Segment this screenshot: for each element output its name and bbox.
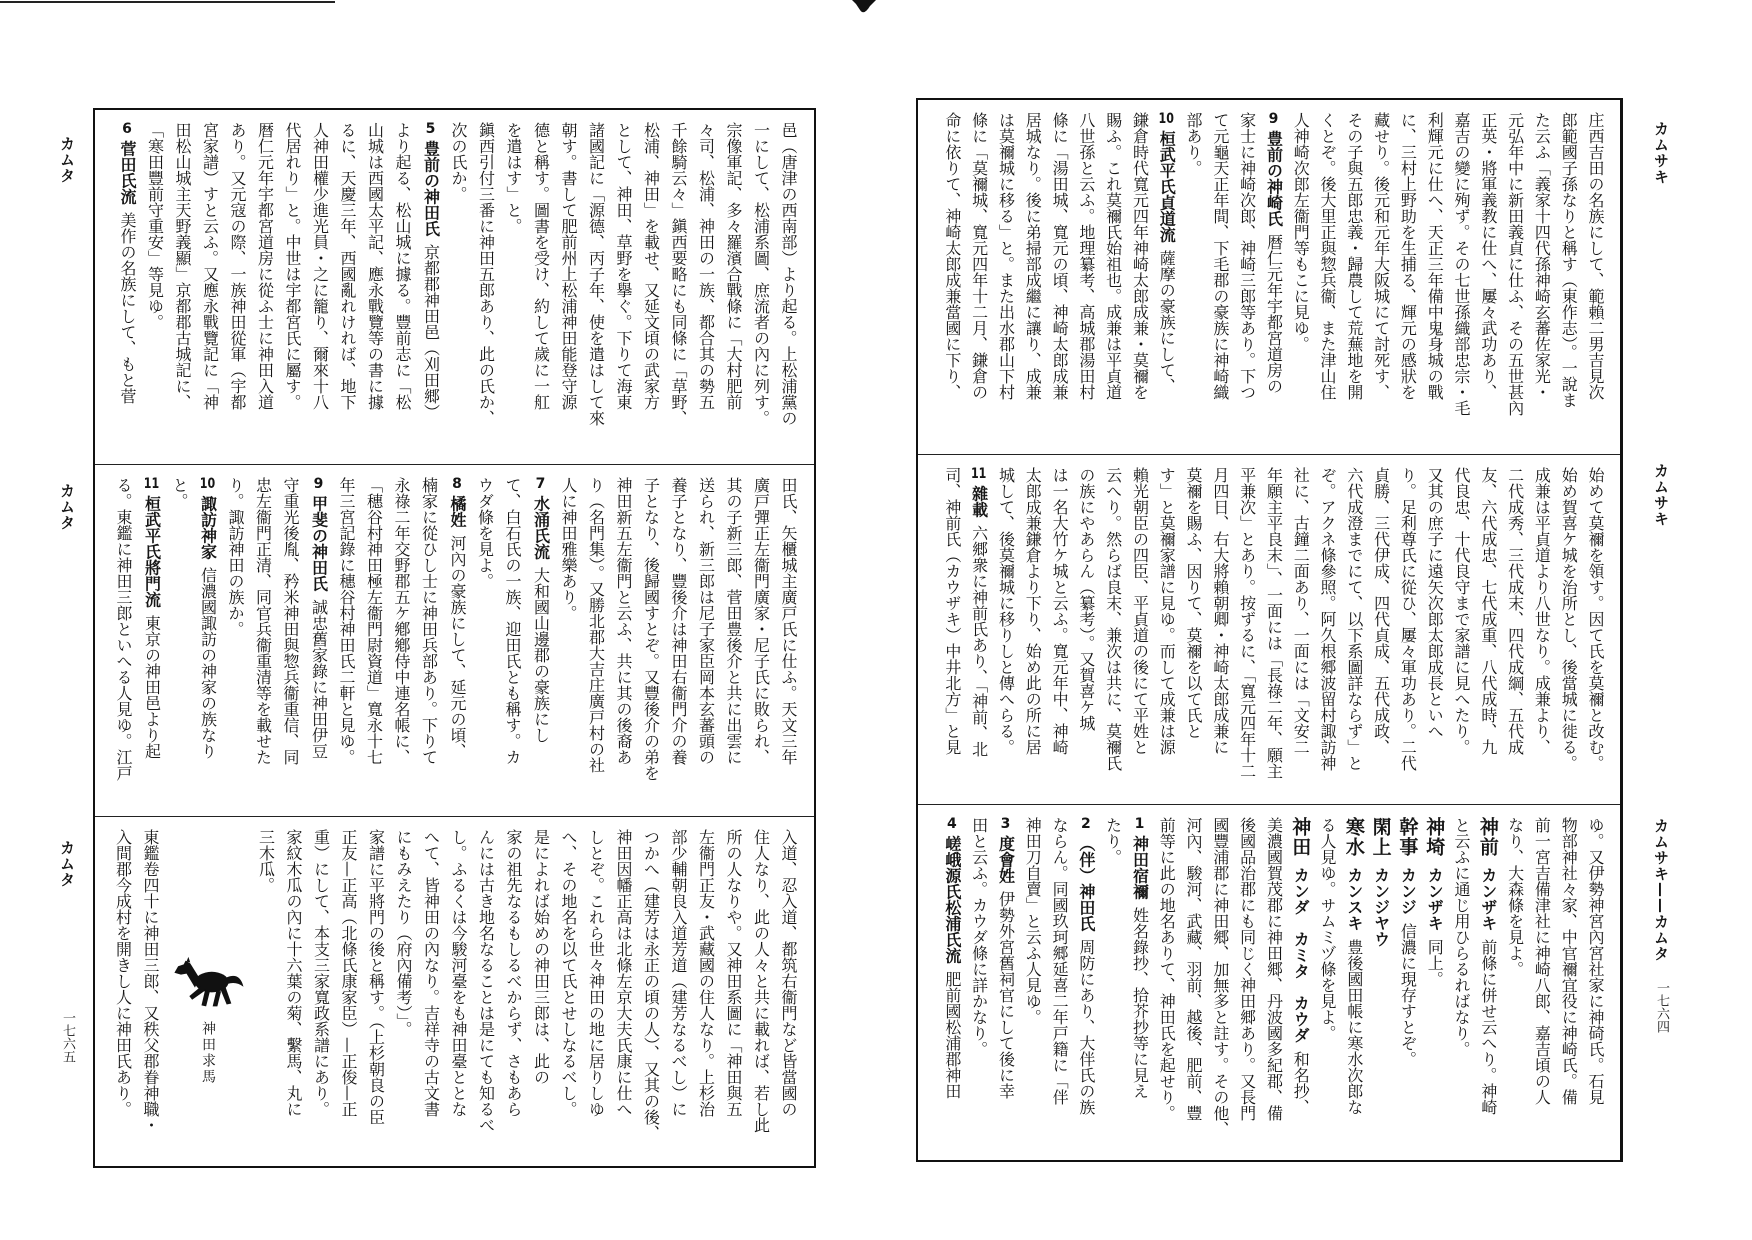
running-head: カムサキ [1652, 121, 1670, 185]
text-column: 入道、忍入道、都筑右衞門など皆當國の [779, 829, 798, 1117]
text-column: 平兼次」とあり。按ずるに、「寬元四年十二 [1237, 467, 1257, 779]
text-column [965, 467, 992, 798]
text-column: 所の人なりや。又神田系圖に「神田與五 [724, 829, 743, 1117]
right-page-frame [916, 98, 1623, 1162]
text-column: 左衞門正友・武藏國の住人なり。上杉治 [696, 829, 716, 1117]
text-column [443, 477, 472, 810]
text-column: 是によれば始めの神田三郎は、此の [531, 829, 551, 1085]
text-column: 美濃國賀茂郡に神田郷、丹波國多紀郡、備 [1264, 817, 1284, 1121]
left-page-frame [93, 108, 816, 1168]
text-column [304, 477, 333, 810]
text-column: 重）にして、本支三家寬政系譜にあり。 [311, 829, 331, 1117]
text-column: 住人なり、此の人々と共に載れば、若し此 [751, 829, 771, 1133]
text-column [1340, 817, 1367, 1154]
text-column: 賴光朝臣の四臣、平貞道の後にて平姓と [1130, 467, 1150, 755]
entry-heading: 橘姓 [448, 495, 467, 528]
text-column: 神田刀自賣」と云ふ人見ゆ。 [1023, 817, 1043, 1025]
left-top-section [95, 110, 814, 464]
entry-number: 2 [1080, 817, 1091, 831]
text-column: 藏せり。後元和元年大阪城にて討死す、 [1371, 112, 1391, 400]
text-column: 養子となり、豐後介は神田右衞門介の養 [669, 477, 688, 765]
text-column: にもみえたり（府內備考）」。 [394, 829, 413, 1037]
crest-caption: 神田求馬 [200, 1021, 216, 1085]
text-column: 賜ふ。これ莫禰氏始祖也。成兼は平貞道 [1103, 112, 1123, 400]
running-head: カムタ [58, 840, 76, 888]
text-column: た云ふ「義家十四代孫神崎玄蕃佐家光・ [1532, 112, 1552, 400]
text-column: 家士に神崎次郎、神崎三郎等あり。下つ [1237, 112, 1257, 400]
text-column [1126, 817, 1153, 1154]
text-column: 諸國記に「源德、丙子年、使を遣はして來 [586, 122, 606, 426]
entry-number: 6 [122, 122, 132, 136]
text-column: 嘉吉の變に殉ず。その七世孫織部忠宗・毛 [1452, 112, 1472, 416]
entry-heading: 菅田氏流 [118, 140, 137, 205]
text-column: 家紋木瓜の內に十六葉の菊、繫馬、丸に [284, 829, 303, 1117]
text-column: 入間郡今成村を開きし人に神田氏あり。 [113, 829, 133, 1117]
text-column: と。 [170, 477, 189, 509]
text-column: 暦仁元年宇都宮道房に從ふ士に神田入道 [255, 122, 275, 410]
text-column: 家の祖先なるもしるべからず、さもあら [504, 829, 523, 1117]
column-text: 肥前國松浦郡神田 [942, 971, 962, 1100]
text-column [526, 477, 555, 810]
column-group [252, 829, 802, 1160]
entry-heading: 水涌氏流 [531, 495, 551, 560]
text-column: 德と稱す。圖書を受け、約して歲に一舡 [531, 122, 551, 410]
running-head: カムサキ——カムタ [1652, 818, 1670, 962]
text-column [1152, 112, 1179, 448]
text-column: す」と莫禰家譜に見ゆ。而して成兼は源 [1157, 467, 1177, 755]
entry-reading: カンダ カミタ カウダ [1291, 866, 1311, 1043]
text-column: 代居れり」と。中世は宇都宮氏に屬す。 [283, 122, 302, 410]
column-text: 前條に併せ云へり。神崎 [1478, 938, 1498, 1115]
entry-heading: 度會姓 [996, 835, 1016, 884]
text-column: ゆ。又伊勢神宮內宮社家に神碕氏。石見 [1586, 817, 1605, 1105]
text-column: 物部神社々家、中官禰宜役に神崎氏。備 [1559, 817, 1579, 1105]
text-column: 正友—正高（北條氏康家臣）—正俊—正 [339, 829, 358, 1117]
column-text: 周防にあり、大伴氏の族 [1076, 939, 1096, 1116]
column-text: 大和國山邊郡の豪族にし [531, 567, 551, 744]
left-middle-section [95, 464, 814, 816]
text-column: 八世孫と云ふ。地理纂考、高城郡湯田村 [1076, 112, 1096, 400]
text-column: 前一宮吉備津社に神崎八郎、嘉吉頃の人 [1532, 817, 1552, 1105]
text-column: 廣戸彈正左衞門廣家・尼子氏に敗られ、 [751, 477, 771, 765]
text-column: 山城は西國太平記、應永戰覽等の書に據 [365, 122, 385, 410]
text-column: へて、皆神田の內なり。吉祥寺の古文書 [421, 829, 441, 1117]
text-column: 神田因幡正高は北條左京大夫氏康に仕へ [614, 829, 633, 1117]
column-text: 豊後國田帳に寒水次郎な [1344, 938, 1364, 1115]
scan-edge-line [0, 1, 335, 3]
column-text: 信濃に現存すとぞ。 [1398, 922, 1418, 1067]
entry-number: 10 [199, 477, 216, 491]
text-column: へ、その地名を以て氏とせしなるべし。 [559, 829, 578, 1117]
text-column: て元龜天正年間、下毛郡の豪族に神崎織 [1210, 112, 1230, 400]
text-column: て、白石氏の一族、迎田氏とも稱す。カ [503, 477, 522, 765]
text-column: の族にやあらん（纂考）。又賀喜ケ城 [1076, 467, 1096, 731]
entry-reading: カンジ [1398, 866, 1418, 915]
text-column: 六代成澄までにて、以下系圖詳ならず」と [1344, 467, 1364, 771]
text-column: 部あり。 [1184, 112, 1204, 176]
text-column: 次の氏か。 [449, 122, 468, 202]
text-column: 邑（唐津の西南部）より起る。上松浦黨の [779, 122, 798, 426]
text-column: 又其の庶子に遠矢次郎太郎成長といへ [1425, 467, 1445, 739]
text-column: り。足利尊氏に從ひ、屢々軍功あり。二代 [1398, 467, 1418, 771]
entry-heading: （伴）神田氏 [1076, 835, 1096, 932]
text-column: 始め賀喜ケ城を治所とし、後當城に徙る。 [1559, 467, 1579, 771]
text-column: 楠家に從ひし士に神田兵部あり。下りて [419, 477, 439, 765]
text-column: なり、大森條を見よ。 [1505, 817, 1525, 977]
text-column: 東鑑卷四十に神田三郎、又秩父郡眷神職・ [141, 829, 160, 1133]
text-column: 始めて莫禰を領す。因て氏を莫禰と改む。 [1586, 467, 1605, 771]
text-column: ぞ。アクネ條參照。阿久根郷波留村諏訪神 [1318, 467, 1338, 771]
page-number: 一七六四 [1654, 981, 1669, 1033]
text-column: し。ふるくは今駿河臺をも神田臺ととな [449, 829, 468, 1117]
entry-heading: 嵯峨源氏松浦氏流 [942, 835, 962, 964]
text-column: んには古き地名なることは是にても知るべ [476, 829, 496, 1133]
running-head: カムサキ [1652, 463, 1670, 527]
text-column: くとぞ。後大里正與惣兵衞、また津山住 [1318, 112, 1338, 400]
text-column: 貞勝、三代伊成、四代貞成、五代成政、 [1371, 467, 1391, 755]
entry-reading: カンザキ [1478, 866, 1498, 931]
text-column: 利輝元に仕へ、天正三年備中鬼身城の戰 [1425, 112, 1445, 400]
text-column: 鎌倉時代寬元四年神崎太郎成兼・莫禰を [1130, 112, 1150, 400]
text-column: 後國品治郡にも同じく神田郷あり。又長門 [1237, 817, 1257, 1121]
text-column: 子となり、後歸國すとぞ。又豐後介の弟を [641, 477, 661, 781]
horse-crest-icon [170, 955, 246, 1011]
text-column: と云ふに通じ用ひらるればなり。 [1452, 817, 1472, 1057]
text-column: 三木瓜。 [256, 829, 276, 893]
text-column: 太郎成兼鎌倉より下り、始め此の所に居 [1023, 467, 1043, 755]
text-column [1367, 817, 1394, 1154]
entry-heading: 諏訪神家 [198, 495, 218, 560]
entry-reading: カンザキ [1425, 866, 1445, 931]
text-column: 司、神前氏（カウザキ）中井北方」と見 [942, 467, 962, 755]
text-column: 神田新五左衞門と云ふ、共に其の後裔あ [614, 477, 633, 765]
text-column: たり。 [1103, 817, 1123, 865]
text-column: 成兼は平貞道より八世なり。成兼より、 [1532, 467, 1552, 755]
left-bottom-section [95, 816, 814, 1166]
column-text: 薩摩の豪族にして、 [1157, 250, 1177, 395]
text-column: は一名大竹ケ城と云ふ。寬元年中、神崎 [1050, 467, 1070, 755]
running-head: カムタ [58, 483, 76, 531]
text-column: る。東鑑に神田三郎といへる人見ゆ。江戸 [114, 477, 133, 781]
entry-number: 9 [1268, 112, 1279, 126]
right-top-section [918, 100, 1620, 454]
column-text: 和名抄、 [1291, 1050, 1311, 1115]
text-column: 家譜に平將門の後と稱す。（上杉朝良の臣 [366, 829, 386, 1125]
entry-heading: 神田 [1289, 817, 1312, 857]
text-column [113, 122, 142, 458]
text-column: 其の子新三郎、菅田豊後介と共に出雲に [724, 477, 743, 765]
text-column: 前等に此の地名ありて、神田氏を起せり。 [1157, 817, 1177, 1121]
text-column: 條に「莫禰城、寬元四年十二月、鎌倉の [969, 112, 989, 400]
column-text: 伊勢外宮舊祠官にして後に幸 [996, 891, 1016, 1100]
text-column: 元弘年中に新田義貞に仕ふ、その五世甚內 [1505, 112, 1525, 416]
text-column: 社に、古鐘二面あり、一面には「文安二 [1291, 467, 1311, 755]
text-column: より起る、松山城に據る。豐前志に「松 [393, 122, 412, 410]
text-column: として、神田、草野を擧ぐ。下りて海東 [614, 122, 633, 410]
text-column: 田氏、矢櫃城主廣戸氏に仕ふ。天文三年 [779, 477, 798, 765]
text-column: 朝す。書して肥前州上松浦神田能登守源 [559, 122, 578, 410]
text-column: 代良忠、十代良守まで家譜に見へたり。 [1452, 467, 1472, 755]
text-column: 庄西吉田の名族にして、範賴二男吉見次 [1586, 112, 1605, 400]
text-column: あり。又元寇の際、一族神田從軍（宇都 [228, 122, 247, 410]
text-column: る人見ゆ。サムミヅ條を見よ。 [1318, 817, 1338, 1041]
text-column [938, 817, 965, 1154]
text-column: 忠左衞門正清、同官兵衞重清等を載せた [253, 477, 273, 765]
running-head: カムタ [58, 136, 76, 184]
right-middle-section [918, 454, 1620, 804]
text-column: 年三宮記錄に穗谷村神田氏二軒と見ゆ。 [337, 477, 356, 765]
entry-heading: 豊前の神崎氏 [1264, 130, 1284, 227]
entry-number: 11 [143, 477, 160, 491]
entry-number: 3 [1000, 817, 1011, 831]
text-column: 國豐浦郡に神田郷、加無多と註す。その他、 [1210, 817, 1230, 1137]
text-column: 莫禰を賜ふ、因りて、莫禰を以て氏と [1184, 467, 1204, 739]
entry-number: 8 [452, 477, 462, 491]
text-column: り（名門集）。又勝北郡大吉庄廣戸村の社 [586, 477, 606, 773]
scan-blot [852, 0, 876, 16]
entry-number: 1 [1134, 817, 1145, 831]
entry-heading: 甲斐の神田氏 [309, 495, 329, 592]
text-column: 人神崎次郎左衞門等もこに見ゆ。 [1291, 112, 1311, 352]
text-column: を遣はす」と。 [504, 122, 523, 234]
column-text: 暦仁元年宇都宮道房の [1264, 234, 1284, 395]
entry-heading: 雜載 [969, 485, 989, 518]
text-column: 田松山城主天野義顯」京都郡古城記に、 [173, 122, 192, 410]
text-column: ウダ條を見よ。 [475, 477, 495, 589]
text-column: 千餘騎云々」鎭西要略にも同條に「草野、 [669, 122, 688, 426]
text-column: 々司、松浦、神田の一族、都合其の勢五 [696, 122, 716, 410]
entry-heading: 神前 [1476, 817, 1499, 857]
entry-heading: 神田宿禰 [1130, 835, 1150, 900]
column-text: 美作の名族にして、もと菅 [118, 212, 137, 405]
text-column: 條に「湯田城、寬元の頃、神崎太郎成兼 [1050, 112, 1070, 400]
text-column: 人に神田雅樂あり。 [559, 477, 578, 621]
text-column: ならん。同國玖珂郷延喜二年戸籍に「伴 [1050, 817, 1070, 1105]
text-column [1286, 817, 1313, 1154]
entry-number: 11 [970, 467, 987, 481]
text-column: 「穗谷村神田極左衞門尉資道」寬永十七 [364, 477, 384, 765]
entry-number: 10 [1158, 112, 1174, 126]
text-column: つかへ（建芳は永正の頃の人）、又其の後、 [641, 829, 661, 1141]
text-column [1072, 817, 1099, 1154]
text-column: 鎭西引付三番に神田五郎あり、此の氏か、 [476, 122, 496, 426]
text-column: 二代成秀、三代成末、四代成綱、五代成 [1505, 467, 1525, 755]
entry-number: 7 [535, 477, 546, 491]
text-column: 永祿二年交野郡五ケ鄕鄕侍中連名帳に、 [392, 477, 411, 765]
text-column: 松浦、神田」を載せ、又延文頃の武家方 [641, 122, 661, 410]
entry-number: 4 [947, 817, 957, 831]
right-bottom-section [918, 804, 1620, 1160]
text-column [137, 477, 166, 810]
text-column: 云へり。然らば良末、兼次は共に、莫禰氏 [1103, 467, 1123, 771]
family-crest [164, 829, 252, 1160]
text-column: 送られ、新三郎は尼子家臣岡本玄蕃頭の [696, 477, 716, 765]
text-column: 「寒田豐前守重安」等見ゆ。 [145, 122, 165, 330]
text-column: 一にして、松浦系圖、庶流者の內に列す。 [751, 122, 771, 426]
text-column: しとぞ。これら世々神田の地に居りしゆ [586, 829, 606, 1117]
text-column: 正英・將軍義教に仕へ、屢々武功あり、 [1478, 112, 1498, 400]
text-column [1260, 112, 1287, 448]
entry-heading: 閑上 [1369, 817, 1392, 857]
text-column [1420, 817, 1447, 1154]
text-column: 人神田權少進光員・之に籠り、爾來十八 [310, 122, 330, 410]
entry-heading: 寒水 [1342, 817, 1365, 857]
text-column [1394, 817, 1421, 1154]
text-column: 河內、駿河、武藏、羽前、越後、肥前、豐 [1184, 817, 1204, 1121]
text-column [992, 817, 1019, 1154]
text-column: に、三村上野助を生捕る、輝元の感狀を [1398, 112, 1418, 400]
entry-number: 9 [313, 477, 324, 491]
text-column: り。諏訪神田の族か。 [226, 477, 245, 637]
text-column: 年願主平良末」、一面には「長祿二年、願主 [1264, 467, 1284, 779]
text-column: 田と云ふ。カウダ條に詳かなり。 [969, 817, 989, 1057]
column-text: 河內の豪族にして、延元の頃、 [448, 535, 467, 760]
text-column [416, 122, 445, 458]
column-text: 姓名錄抄、拾芥抄等に見え [1130, 907, 1150, 1100]
entry-heading: 幹事 [1396, 817, 1419, 857]
text-column: 部少輔朝良入道芳道（建芳なるべし）に [669, 829, 688, 1117]
column-text: 誠忠舊家錄に神田伊豆 [309, 599, 329, 760]
text-column: 宗像軍記、多々羅濱合戰條に「大村肥前 [724, 122, 743, 410]
text-column [1474, 817, 1501, 1154]
column-text: 京都郡神田邑（刈田郷） [421, 244, 441, 421]
text-column: 友、六代成忠、七代成重、八代成時、九 [1478, 467, 1498, 755]
text-column: るに、天慶三年、西國亂れければ、地下 [338, 122, 357, 410]
entry-reading: カンスキ [1344, 866, 1364, 931]
column-text: 六郷衆に神前氏あり、「神前、北 [969, 525, 989, 758]
text-column: 城して、後莫禰城に移りしと傳へらる。 [996, 467, 1016, 755]
text-column: 守重光後胤、矜米神田與惣兵衞重信、同 [281, 477, 300, 765]
entry-heading: 神埼 [1423, 817, 1446, 857]
text-column: 月四日、右大將賴朝卿・神崎太郎成兼に [1210, 467, 1230, 755]
column-text: 信濃國諏訪の神家の族なり [198, 567, 218, 760]
text-column: 郎範國子孫なりと稱す（東作志）。一說ま [1559, 112, 1579, 408]
column-group [109, 829, 164, 1160]
text-column [193, 477, 222, 810]
entry-heading: 豊前の神田氏 [421, 140, 441, 237]
entry-number: 5 [425, 122, 436, 136]
text-column: その子與五郎忠義・歸農して荒蕪地を開 [1344, 112, 1364, 400]
text-column: 宮家譜）すと云ふ。又應永戰覽記に「神 [200, 122, 220, 410]
entry-reading: カンジヤウ [1371, 866, 1391, 947]
column-text: 東京の神田邑より起 [142, 615, 162, 760]
text-column: 命に依りて、神崎太郎成兼當國に下り、 [942, 112, 962, 400]
text-column: は莫禰城に移る」と。また出水郡山下村 [996, 112, 1016, 400]
text-column: 居城なり。後に弟掃部成繼に讓り、成兼 [1023, 112, 1043, 400]
entry-heading: 桓武平氏貞道流 [1157, 130, 1177, 243]
page-number: 一七六五 [60, 1011, 75, 1063]
column-text: 同上。 [1425, 938, 1445, 987]
entry-heading: 桓武平氏將門流 [142, 495, 162, 608]
